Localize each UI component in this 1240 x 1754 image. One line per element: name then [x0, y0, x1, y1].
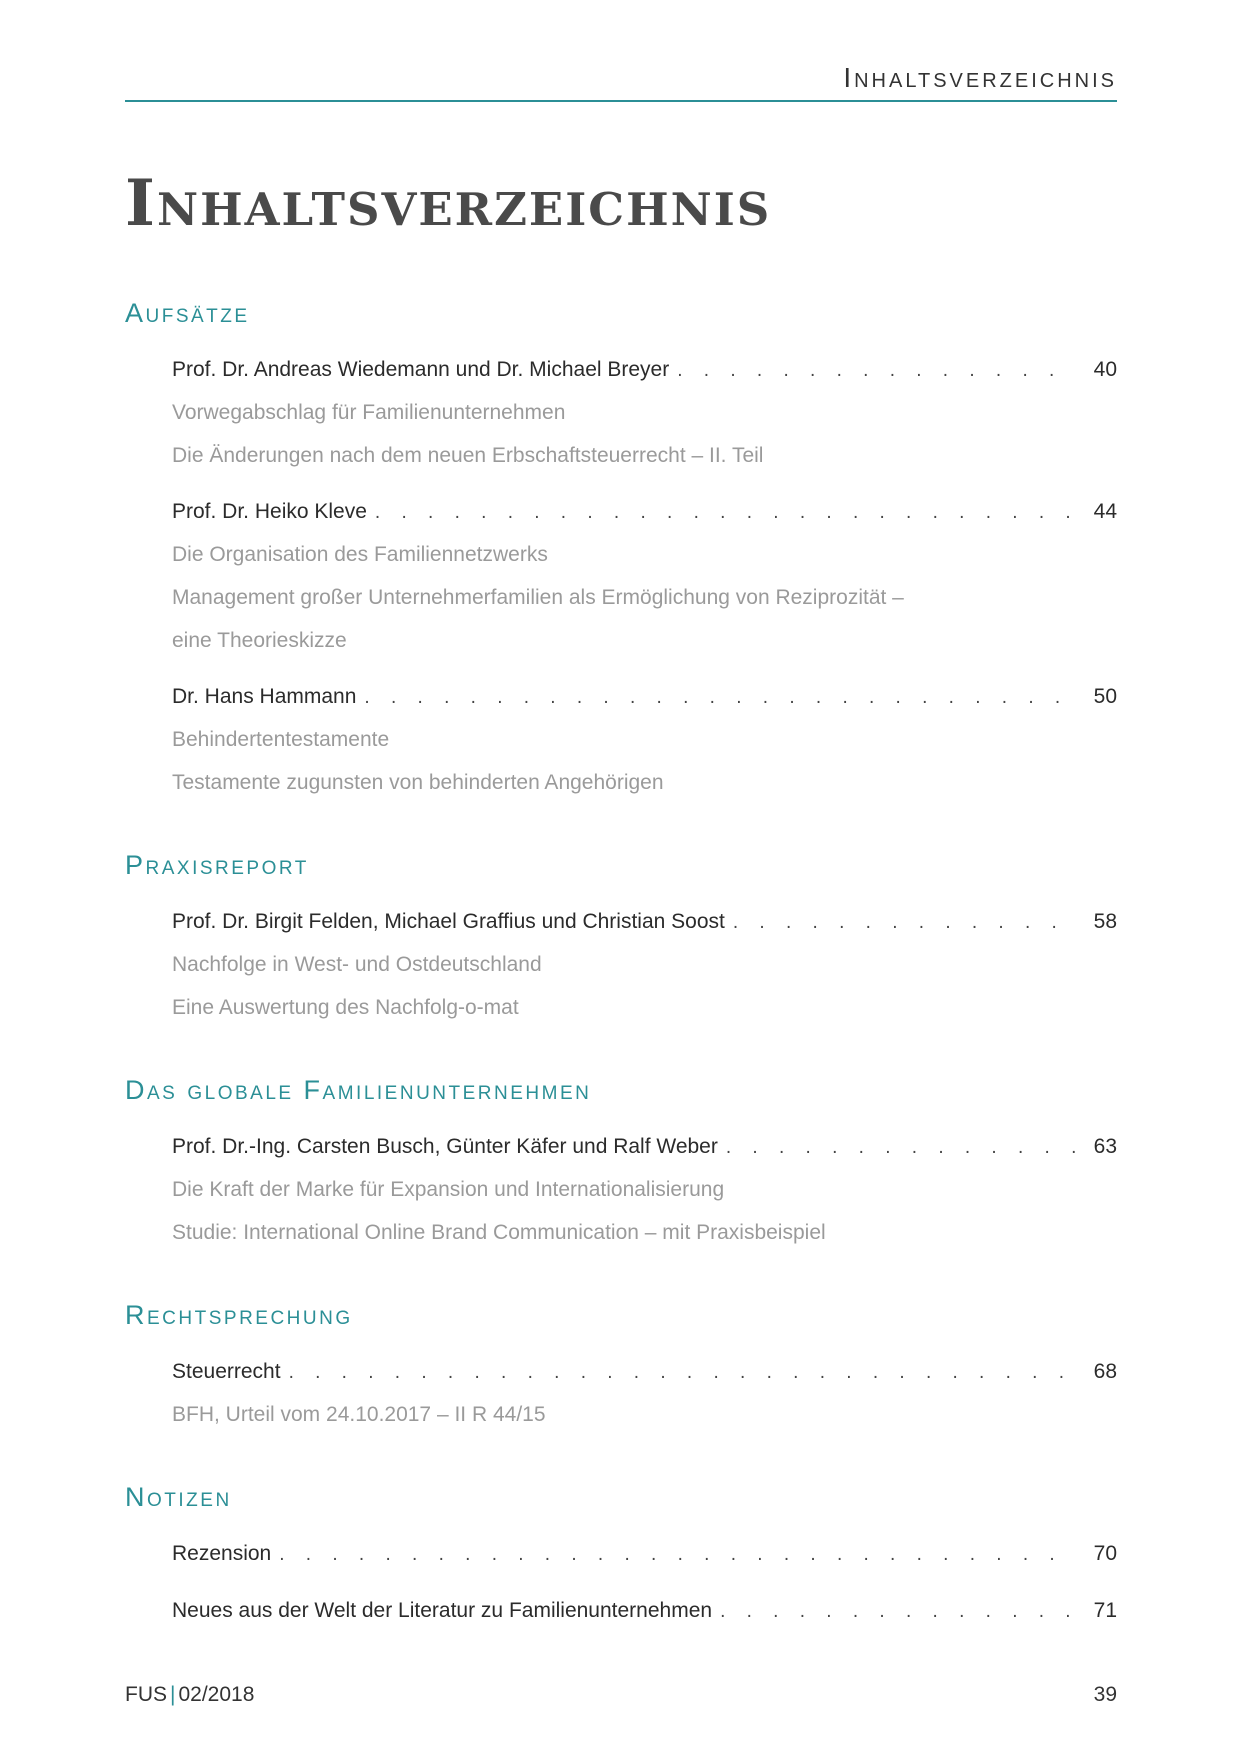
footer-issue-number: 02/2018	[178, 1683, 255, 1706]
toc-entry-subtitle: Nachfolge in West- und Ostdeutschland	[172, 953, 542, 976]
section-praxisreport	[125, 842, 1117, 1029]
toc-entry-subtitle: Vorwegabschlag für Familienunternehmen	[172, 401, 566, 424]
toc-entry-author: Neues aus der Welt der Literatur zu Familienunternehmen	[172, 1599, 713, 1622]
section-title: Rechtsprechung	[125, 1300, 353, 1330]
toc-entry-page: 50	[1093, 685, 1117, 708]
toc-entry[interactable]	[172, 1350, 1117, 1436]
section-globale-familienunternehmen	[125, 1067, 1117, 1254]
dot-leader	[733, 901, 1075, 944]
toc-entry-page: 44	[1093, 500, 1117, 523]
toc-entry-subtitle: Behindertentestamente	[172, 728, 390, 751]
toc-entry-author: Rezension	[172, 1542, 272, 1565]
toc-entry-author: Prof. Dr. Andreas Wiedemann und Dr. Michael Breyer	[172, 358, 670, 381]
section-title: Aufsätze	[125, 298, 250, 328]
toc-entry-subtitle: Studie: International Online Brand Communication – mit Praxisbeispiel	[172, 1221, 826, 1244]
dot-leader	[726, 1126, 1075, 1169]
toc-entry-page: 71	[1093, 1599, 1117, 1622]
footer-issue	[125, 1680, 254, 1710]
toc-entry-page: 40	[1093, 358, 1117, 381]
table-of-contents	[125, 290, 1117, 1632]
dot-leader	[677, 349, 1075, 392]
dot-leader	[279, 1533, 1075, 1576]
footer-page-number: 39	[1093, 1683, 1117, 1706]
toc-entry-author: Prof. Dr.-Ing. Carsten Busch, Günter Käfer und Ralf Weber	[172, 1135, 718, 1158]
toc-entry-line[interactable]	[172, 1532, 1117, 1575]
toc-entry-page: 58	[1093, 910, 1117, 933]
section-title: Das globale Familienunternehmen	[125, 1075, 592, 1105]
toc-entry-author: Dr. Hans Hammann	[172, 685, 357, 708]
page-title: Inhaltsverzeichnis	[125, 166, 772, 241]
toc-entry-line[interactable]	[172, 1125, 1117, 1168]
toc-entry-subtitle: Management großer Unternehmerfamilien als Ermöglichung von Reziprozität –	[172, 586, 904, 609]
footer-journal: FUS	[125, 1683, 167, 1706]
toc-entry-author: Steuerrecht	[172, 1360, 281, 1383]
section-aufsaetze	[125, 290, 1117, 804]
toc-entry[interactable]	[172, 348, 1117, 477]
toc-entry-subtitle: Eine Auswertung des Nachfolg-o-mat	[172, 996, 519, 1019]
section-title: Notizen	[125, 1482, 232, 1512]
toc-entry-line[interactable]	[172, 490, 1117, 533]
toc-entry-page: 70	[1093, 1542, 1117, 1565]
running-header: Inhaltsverzeichnis	[843, 62, 1117, 93]
toc-entry-line[interactable]	[172, 1350, 1117, 1393]
toc-entry-author: Prof. Dr. Birgit Felden, Michael Graffius und Christian Soost	[172, 910, 725, 933]
toc-entry-line[interactable]	[172, 1589, 1117, 1632]
footer-separator: |	[170, 1683, 176, 1706]
toc-entry-subtitle: eine Theorieskizze	[172, 629, 347, 652]
toc-entry-line[interactable]	[172, 675, 1117, 718]
toc-entry-line[interactable]	[172, 348, 1117, 391]
toc-entry-line[interactable]	[172, 900, 1117, 943]
toc-entry-author: Prof. Dr. Heiko Kleve	[172, 500, 367, 523]
toc-entry-subtitle: Die Organisation des Familiennetzwerks	[172, 543, 548, 566]
dot-leader	[720, 1590, 1075, 1633]
toc-entry-page: 68	[1093, 1360, 1117, 1383]
dot-leader	[364, 676, 1075, 719]
toc-entry[interactable]	[172, 900, 1117, 1029]
toc-entry[interactable]	[172, 1532, 1117, 1575]
section-rechtsprechung	[125, 1292, 1117, 1436]
section-title: Praxisreport	[125, 850, 309, 880]
dot-leader	[375, 491, 1075, 534]
toc-entry[interactable]	[172, 675, 1117, 804]
toc-entry[interactable]	[172, 1589, 1117, 1632]
toc-entry-subtitle: Testamente zugunsten von behinderten Angehörigen	[172, 771, 664, 794]
section-notizen	[125, 1474, 1117, 1632]
header-rule	[125, 100, 1117, 102]
toc-entry[interactable]	[172, 1125, 1117, 1254]
toc-entry[interactable]	[172, 490, 1117, 662]
toc-entry-subtitle: BFH, Urteil vom 24.10.2017 – II R 44/15	[172, 1403, 546, 1426]
toc-entry-page: 63	[1093, 1135, 1117, 1158]
toc-entry-subtitle: Die Kraft der Marke für Expansion und Internationalisierung	[172, 1178, 725, 1201]
dot-leader	[289, 1351, 1075, 1394]
toc-entry-subtitle: Die Änderungen nach dem neuen Erbschaftsteuerrecht – II. Teil	[172, 444, 764, 467]
